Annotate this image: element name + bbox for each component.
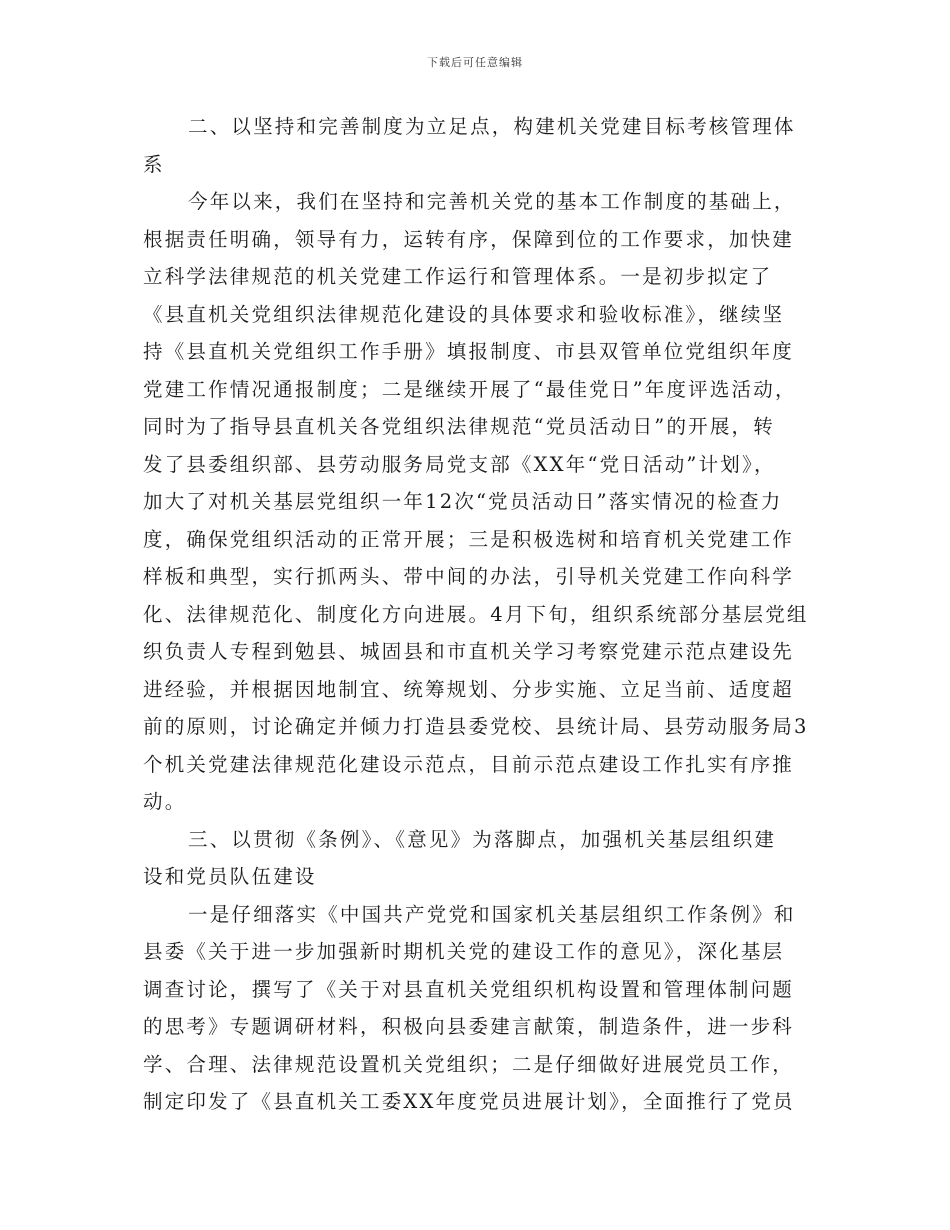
heading-line: 三、以贯彻《条例》、《意见》为落脚点，加强机关基层组织建 <box>188 827 777 851</box>
paragraph-line: 制定印发了《县直机关工委XX年度党员进展计划》，全面推行了党员 <box>143 1090 795 1113</box>
paragraph-line: 持《县直机关党组织工作手册》填报制度、市县双管单位党组织年度 <box>143 340 795 363</box>
document-body <box>143 108 811 1121</box>
paragraph-line: 党建工作情况通报制度；二是继续开展了“最佳党日”年度评选活动， <box>143 377 797 401</box>
paragraph-line: 前的原则，讨论确定并倾力打造县委党校、县统计局、县劳动服务局3 <box>143 715 809 738</box>
paragraph-line: 进经验，并根据因地制宜、统筹规划、分步实施、立足当前、适度超 <box>143 677 795 701</box>
paragraph-line: 动。 <box>143 790 187 813</box>
heading-line: 设和党员队伍建设 <box>143 865 317 888</box>
heading-line: 二、以坚持和完善制度为立足点，构建机关党建目标考核管理体 <box>188 115 796 138</box>
heading-line: 系 <box>143 152 165 176</box>
paragraph-line: 调查讨论，撰写了《关于对县直机关党组织机构设置和管理体制问题 <box>143 977 795 1001</box>
page-header: 下载后可任意编辑 <box>427 56 523 69</box>
paragraph-line: 样板和典型，实行抓两头、带中间的办法，引导机关党建工作向科学 <box>143 565 795 588</box>
paragraph-line: 度，确保党组织活动的正常开展；三是积极选树和培育机关党建工作 <box>143 527 795 551</box>
paragraph-line: 的思考》专题调研材料，积极向县委建言献策，制造条件，进一步科 <box>143 1015 795 1038</box>
paragraph-line: 化、法律规范化、制度化方向进展。4月下旬，组织系统部分基层党组 <box>143 602 809 626</box>
paragraph-line: 根据责任明确，领导有力，运转有序，保障到位的工作要求，加快建 <box>143 227 795 251</box>
paragraph-line: 加大了对机关基层党组织一年12次“党员活动日”落实情况的检查力 <box>143 490 783 513</box>
paragraph-line: 一是仔细落实《中国共产党党和国家机关基层组织工作条例》和 <box>188 902 796 926</box>
paragraph-line: 学、合理、法律规范设置机关党组织；二是仔细做好进展党员工作， <box>143 1052 795 1076</box>
paragraph-line: 立科学法律规范的机关党建工作运行和管理体系。一是初步拟定了 <box>143 265 773 288</box>
paragraph-line: 《县直机关党组织法律规范化建设的具体要求和验收标准》，继续坚 <box>143 302 785 326</box>
section-heading <box>143 108 811 183</box>
paragraph-line: 今年以来，我们在坚持和完善机关党的基本工作制度的基础上， <box>188 190 796 213</box>
section-heading <box>143 821 811 896</box>
paragraph-line: 县委《关于进一步加强新时期机关党的建设工作的意见》，深化基层 <box>143 940 785 963</box>
section-paragraph <box>143 896 811 1121</box>
section-paragraph <box>143 183 811 821</box>
paragraph-line: 发了县委组织部、县劳动服务局党支部《XX年“党日活动”计划》， <box>143 452 776 476</box>
paragraph-line: 个机关党建法律规范化建设示范点，目前示范点建设工作扎实有序推 <box>143 752 795 776</box>
paragraph-line: 同时为了指导县直机关各党组织法律规范“党员活动日”的开展，转 <box>143 415 775 438</box>
paragraph-line: 织负责人专程到勉县、城固县和市直机关学习考察党建示范点建设先 <box>143 640 795 663</box>
